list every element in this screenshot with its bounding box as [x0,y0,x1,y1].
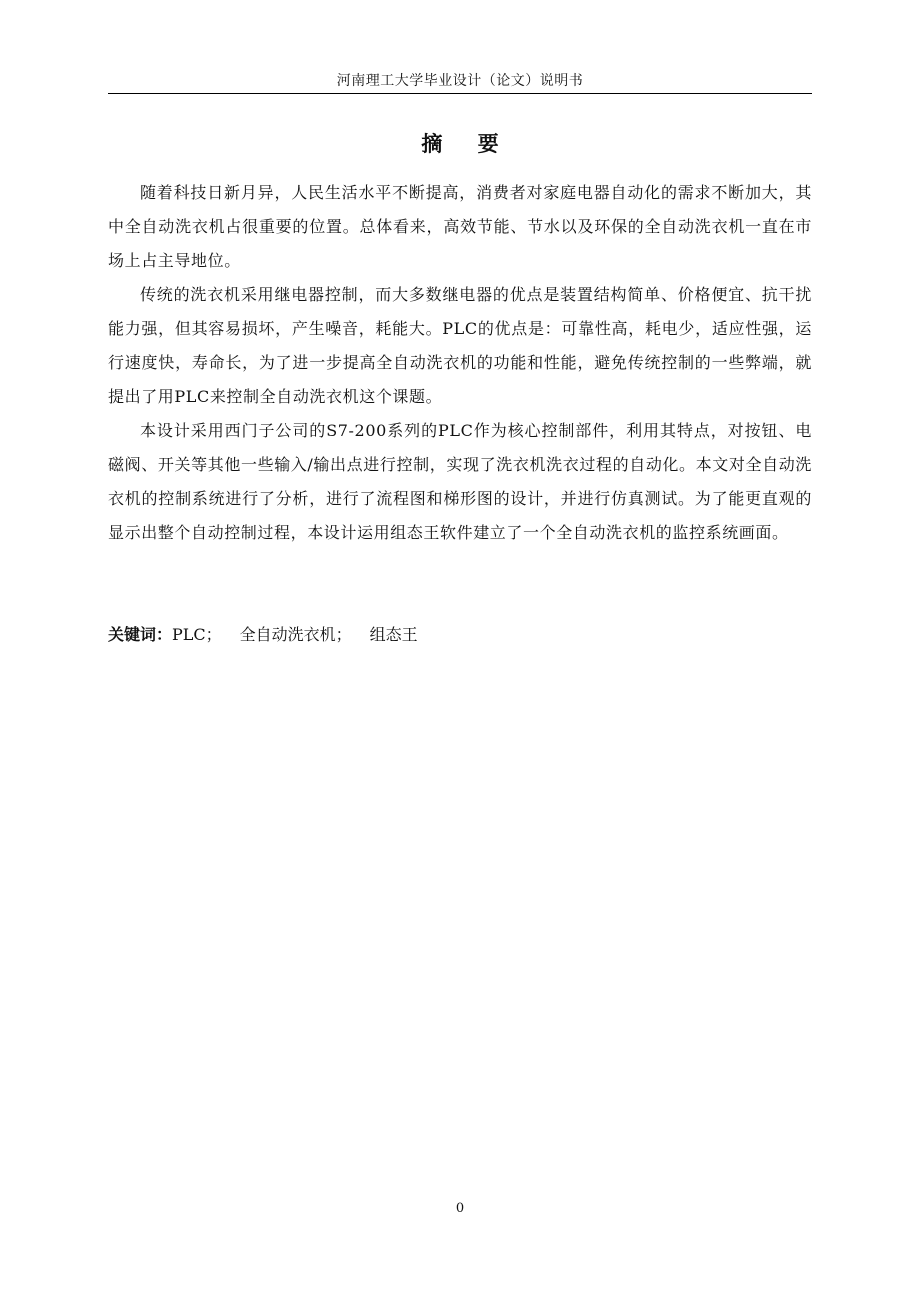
header-rule [108,93,812,94]
page-number: 0 [455,1201,465,1216]
keywords-line [108,622,812,648]
abstract-paragraph-3: 本设计采用西门子公司的S7-200系列的PLC作为核心控制部件，利用其特点，对按钮、电磁阀、开关等其他一些输入/输出点进行控制，实现了洗衣机洗衣过程的自动化。本文对全自动洗衣机的控制系统进行了分析，进行了流程图和梯形图的设计，并进行仿真测试。为了能更直观的显示出整个自动控制过程，本设计运用组态王软件建立了一个全自动洗衣机的监控系统画面。 [108,421,812,542]
abstract-paragraph-2: 传统的洗衣机采用继电器控制，而大多数继电器的优点是装置结构简单、价格便宜、抗干扰能力强，但其容易损坏，产生噪音，耗能大。PLC的优点是：可靠性高，耗电少，适应性强，运行速度快，寿命长，为了进一步提高全自动洗衣机的功能和性能，避免传统控制的一些弊端，就提出了用PLC来控制全自动洗衣机这个课题。 [108,285,812,406]
keyword-item: 全自动洗衣机； [239,625,352,644]
keyword-item: 组态王 [369,625,418,644]
abstract-body [108,176,812,550]
keyword-item: PLC； [172,625,222,644]
abstract-paragraph-1: 随着科技日新月异，人民生活水平不断提高，消费者对家庭电器自动化的需求不断加大，其中全自动洗衣机占很重要的位置。总体看来，高效节能、节水以及环保的全自动洗衣机一直在市场上占主导地位。 [108,183,812,270]
abstract-title: 摘 要 [421,132,513,156]
running-header: 河南理工大学毕业设计（论文）说明书 [336,73,584,89]
keywords-label: 关键词： [108,625,173,644]
